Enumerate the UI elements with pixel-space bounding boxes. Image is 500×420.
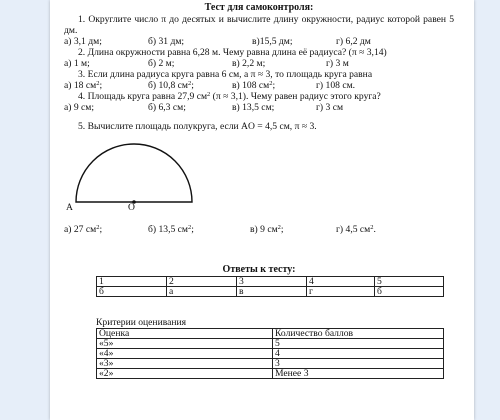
question-2: 2. Длина окружности равна 6,28 м. Чему равна длина её радиуса? (π ≈ 3,14)	[78, 47, 387, 58]
label-a: A	[66, 202, 73, 213]
table-cell: 3	[237, 277, 307, 287]
option: в) 108 см2;	[232, 80, 276, 91]
table-cell: 2	[167, 277, 237, 287]
question-2-options	[64, 58, 454, 69]
table-row	[97, 369, 444, 379]
option: а) 1 м;	[64, 58, 90, 69]
table-cell: б	[375, 287, 444, 297]
criteria-title: Критерии оценивания	[96, 317, 187, 328]
option: г) 108 см.	[316, 80, 356, 91]
table-cell: 5	[375, 277, 444, 287]
table-cell: г	[307, 287, 375, 297]
option: б) 6,3 см;	[148, 102, 186, 113]
question-5-options	[64, 224, 454, 236]
table-cell: 5	[273, 339, 444, 349]
option: в) 13,5 см;	[232, 102, 275, 113]
table-cell: «4»	[97, 349, 273, 359]
option: г) 6,2 дм	[336, 36, 371, 47]
option: б) 2 м;	[148, 58, 175, 69]
table-row	[97, 277, 444, 287]
table-row	[97, 287, 444, 297]
table-cell: «2»	[97, 369, 273, 379]
option: а) 27 см2;	[64, 224, 103, 235]
question-3-options	[64, 80, 454, 91]
question-3: 3. Если длина радиуса круга равна 6 см, а π ≈ 3, то площадь круга равна	[78, 69, 373, 80]
table-header: Количество баллов	[273, 329, 444, 339]
semicircle-figure	[64, 132, 454, 213]
option: б) 31 дм;	[148, 36, 185, 47]
option: г) 3 м	[326, 58, 349, 69]
answers-table	[96, 276, 444, 297]
question-1-options	[64, 36, 454, 47]
question-4-options	[64, 102, 454, 113]
table-cell: 3	[273, 359, 444, 369]
option: в) 2,2 м;	[232, 58, 266, 69]
table-cell: 1	[97, 277, 167, 287]
table-cell: 4	[273, 349, 444, 359]
question-1: 1. Округлите число π до десятых и вычислите длину окружности, радиус которой равен 5 дм.	[64, 14, 454, 36]
question-4: 4. Площадь круга равна 27,9 $см^2$ (π ≈ 3,1). Чему равен радиус этого круга?	[78, 91, 381, 102]
option: в) 9 см2;	[250, 224, 284, 235]
table-row	[97, 329, 444, 339]
test-content	[64, 2, 454, 379]
option: а) 3,1 дм;	[64, 36, 102, 47]
option: б) 10,8 см2;	[148, 80, 194, 91]
table-cell: в	[237, 287, 307, 297]
table-row	[97, 349, 444, 359]
table-header: Оценка	[97, 329, 273, 339]
table-cell: 4	[307, 277, 375, 287]
table-cell: б	[97, 287, 167, 297]
criteria-table	[96, 328, 444, 379]
option: в)15,5 дм;	[252, 36, 293, 47]
table-row	[97, 359, 444, 369]
test-title: Тест для самоконтроля:	[204, 2, 314, 13]
label-o: O	[128, 202, 135, 213]
option: г) 3 см	[316, 102, 344, 113]
table-cell: «5»	[97, 339, 273, 349]
question-5: 5. Вычислите площадь полукруга, если AO = 4,5 см, π ≈ 3.	[78, 121, 317, 132]
table-cell: а	[167, 287, 237, 297]
option: г) 4,5 см2.	[336, 224, 376, 235]
table-cell: «3»	[97, 359, 273, 369]
table-row	[97, 339, 444, 349]
semicircle-diagram	[64, 132, 454, 210]
option: а) 9 см;	[64, 102, 95, 113]
option: б) 13,5 см2;	[148, 224, 194, 235]
table-cell: Менее 3	[273, 369, 444, 379]
semicircle-outline	[76, 144, 192, 202]
answers-title: Ответы к тесту:	[222, 264, 296, 275]
option: а) 18 см2;	[64, 80, 103, 91]
